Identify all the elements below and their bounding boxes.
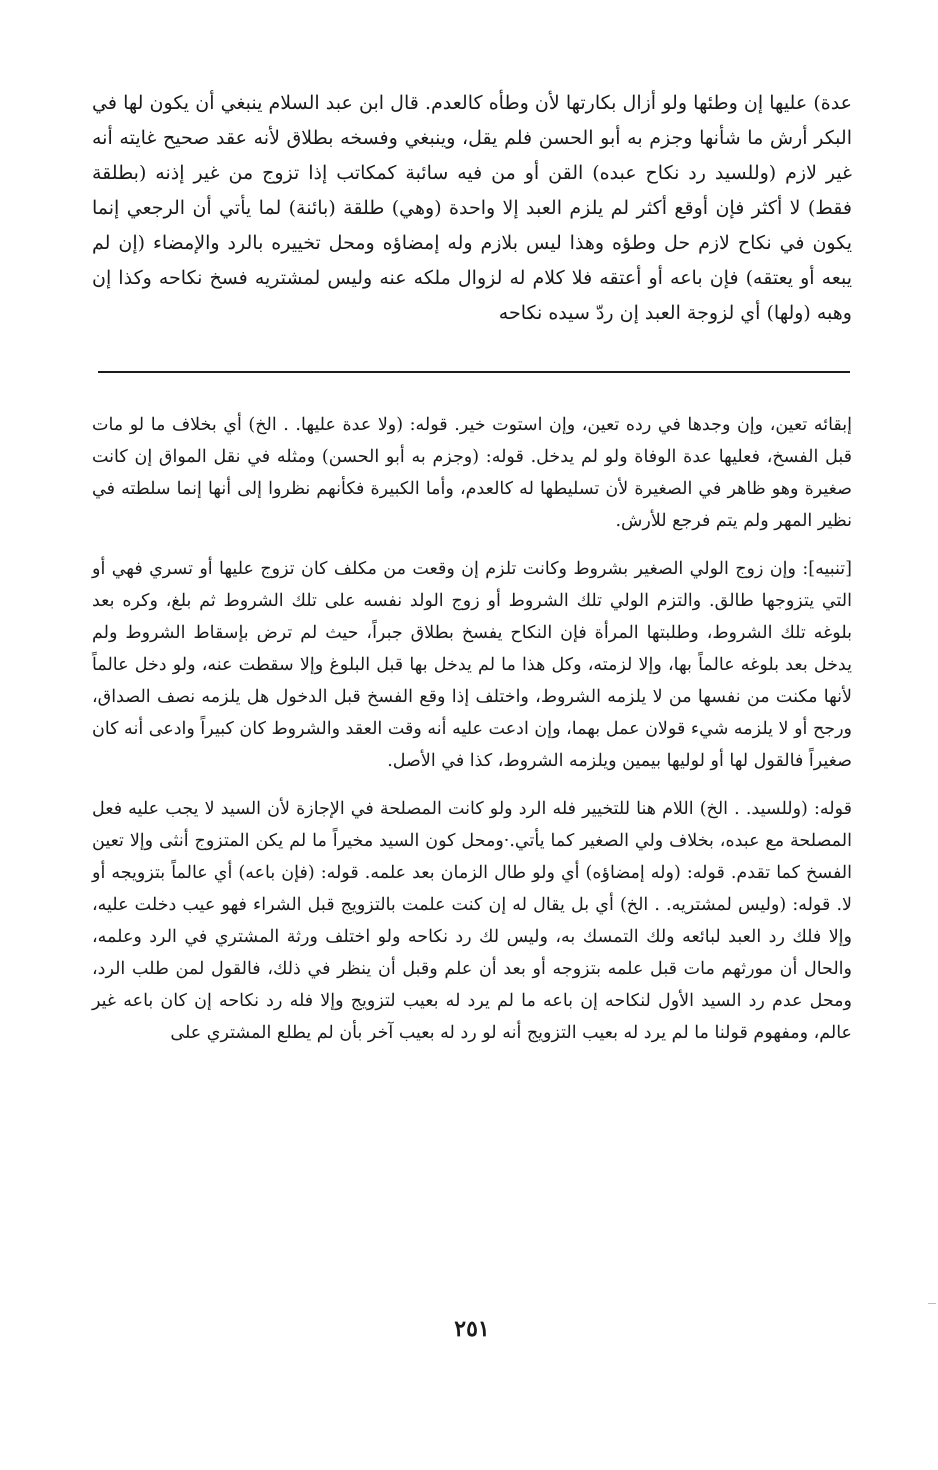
commentary-paragraph-1: إبقائه تعين، وإن وجدها في رده تعين، وإن استوت خير. قوله: (ولا عدة عليها. . الخ) أي بخلاف ما لو مات قبل الفسخ، فعليها عدة الوفاة ولو لم يدخل. قوله: (وجزم به أبو الحسن) ومثله في نقل المواق إن كانت صغيرة وهو ظاهر في الصغيرة لأن تسليطها له كالعدم، وأما الكبيرة فكأنهم نظروا إلى أنها إنما سلطته في نظير المهر ولم يتم فرجع للأرش. [92, 415, 852, 531]
main-text-paragraph: عدة) عليها إن وطئها ولو أزال بكارتها لأن وطأه كالعدم. قال ابن عبد السلام ينبغي أن يكون لها في البكر أرش ما شأنها وجزم به أبو الحسن فلم يقل، وينبغي وفسخه بطلاق لأنه عقد صحيح غايته أنه غير لازم (وللسيد رد نكاح عبده) القن أو من فيه سائبة كمكاتب إذا تزوج من غير إذنه (بطلقة فقط) لا أكثر فإن أوقع أكثر لم يلزم العبد إلا واحدة (وهي) طلقة (بائنة) لما يأتي أن الرجعي إنما يكون في نكاح لازم حل وطؤه وهذا ليس بلازم وله إمضاؤه ومحل تخييره بالرد والإمضاء (إن لم يبعه أو يعتقه) فإن باعه أو أعتقه فلا كلام له لزوال ملكه عنه وليس لمشتريه فسخ نكاحه وكذا إن وهبه (ولها) أي لزوجة العبد إن ردّ سيده نكاحه [92, 92, 852, 324]
footnote-divider [98, 371, 850, 373]
commentary-block [92, 409, 852, 1049]
commentary-paragraph-2: [تنبيه]: وإن زوج الولي الصغير بشروط وكانت تلزم إن وقعت من مكلف كان تزوج عليها أو تسري فهي أو التي يتزوجها طالق. والتزم الولي تلك الشروط أو زوج الولد نفسه على تلك الشروط ثم بلغ، وكره بعد بلوغه تلك الشروط، وطلبتها المرأة فإن النكاح يفسخ بطلاق جبراً، حيث لم ترض بإسقاط الشروط ولم يدخل بعد بلوغه عالماً بها، وإلا لزمته، وكل هذا ما لم يدخل بها قبل البلوغ وإلا سقطت عنه، ولو دخل عالماً لأنها مكنت من نفسها من لا يلزمه الشروط، واختلف إذا وقع الفسخ قبل الدخول هل يلزمه نصف الصداق، ورجح أو لا يلزمه شيء قولان عمل بهما، وإن ادعت عليه أنه وقت العقد والشروط كان كبيراً وادعى أنه كان صغيراً فالقول لها أو لوليها بيمين ويلزمه الشروط، كذا في الأصل. [91, 559, 852, 771]
scan-edge-mark [928, 1303, 936, 1304]
commentary-paragraph-3: قوله: (وللسيد. . الخ) اللام هنا للتخيير فله الرد ولو كانت المصلحة في الإجازة لأن السيد لا يجب عليه فعل المصلحة مع عبده، بخلاف ولي الصغير كما يأتي.·ومحل كون السيد مخيراً ما لم يكن المتزوج أنثى وإلا تعين الفسخ كما تقدم. قوله: (وله إمضاؤه) أي ولو طال الزمان بعد علمه. قوله: (فإن باعه) أي عالماً بتزويجه أو لا. قوله: (وليس لمشتريه. . الخ) أي بل يقال له إن كنت علمت بالتزويج قبل الشراء فهو عيب دخلت عليه، وإلا فلك رد العبد لبائعه ولك التمسك به، وليس لك رد نكاحه ولو اختلف ورثة المشتري في الرد وعلمه، والحال أن مورثهم مات قبل علمه بتزوجه أو بعد أن علم وقبل أن ينظر في ذلك، فالقول لمن طلب الرد، ومحل عدم رد السيد الأول لنكاحه إن باعه ما لم يرد له بعيب لتزويج وإلا فله رد نكاحه إن كان باعه غير عالم، ومفهوم قولنا ما لم يرد له بعيب التزويج أنه لو رد له بعيب آخر بأن لم يطلع المشتري على [92, 799, 853, 1043]
page-number: ٢٥١ [454, 1316, 490, 1342]
document-page [92, 86, 852, 1386]
main-text-block [92, 86, 852, 331]
